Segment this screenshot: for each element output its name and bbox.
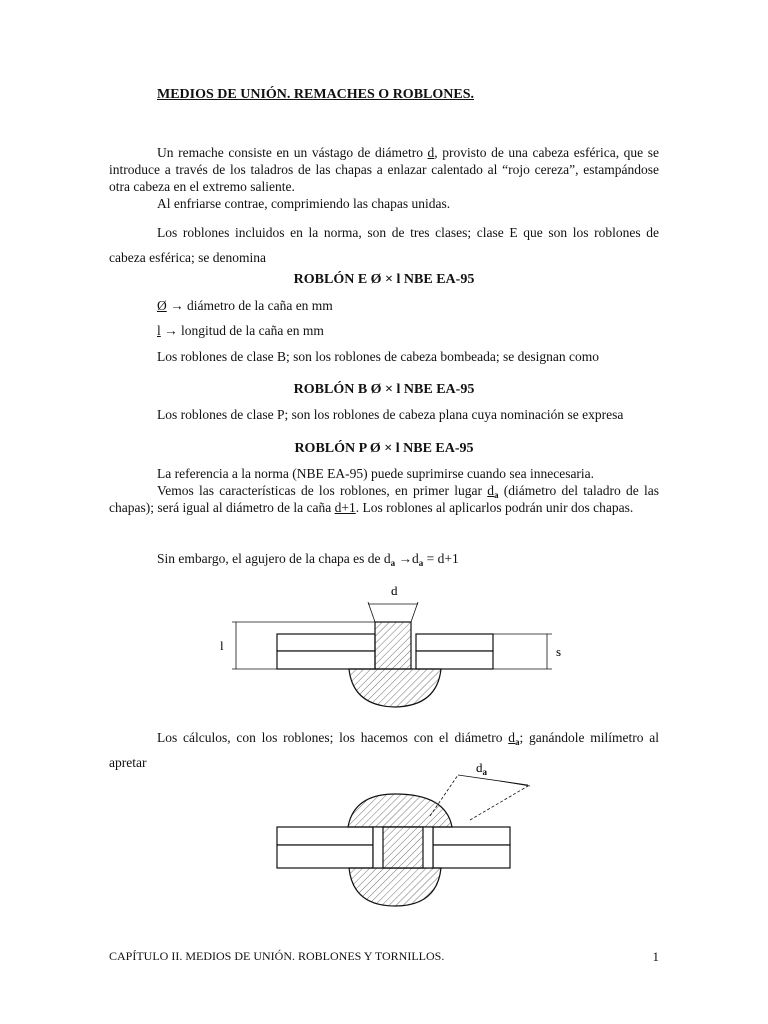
figure2-rivet-bottom-head [349,868,441,906]
page-footer [109,948,659,965]
formula-class-b: ROBLÓN B Ø × l NBE EA-95 [293,382,475,397]
diameter-symbol: d [427,145,435,160]
paragraph-classes: Los roblones incluidos en la norma, son de tres clases; clase E que son los roblones de cabeza esférica; se denomina [109,225,659,265]
paragraph-cooling: Al enfriarse contrae, comprimiendo las chapas unidas. [157,196,451,211]
paragraph-calculations [109,725,659,775]
text-run: →d [395,551,419,566]
symbol-subscript: a [494,490,499,500]
diameter-symbol: Ø [157,298,167,313]
text-run: Sin embargo, el agujero de la chapa es de d [157,551,391,566]
figure1-rivet-head [349,669,441,707]
figure1-label-d: d [391,583,398,598]
text-run: , provisto de una cabeza esférica, que se introduce a través de los taladros de las chapas a enlazar calentado al “rojo cereza”, estampándose otra cabeza en el extremo saliente. [109,145,659,194]
figure1-dimension-d [368,602,418,622]
label-subscript: a [482,767,487,777]
text-run: → diámetro de la caña en mm [166,298,333,313]
hole-diameter-symbol [508,730,519,745]
text-run: Un remache consiste en un vástago de diámetro [157,145,428,160]
figure1-label-l: l [220,638,224,653]
symbol-subscript: a [514,737,520,747]
figure2-rivet-shank [383,827,423,868]
subscript: a [418,558,424,568]
footer-chapter-title: CAPÍTULO II. MEDIOS DE UNIÓN. ROBLONES Y TORNILLOS. [109,949,445,963]
formula-class-p: ROBLÓN P Ø × l NBE EA-95 [294,441,474,456]
formula-class-e: ROBLÓN E Ø × l NBE EA-95 [293,272,475,287]
paragraph-norm-reference: La referencia a la norma (NBE EA-95) puede suprimirse cuando sea innecesaria. [157,466,595,481]
label-base: d [476,760,483,775]
length-symbol: l [157,323,161,338]
text-run: = d+1 [423,551,459,566]
paragraph-class-b: Los roblones de clase B; son los roblones de cabeza bombeada; se designan como [157,349,599,364]
symbol-base: d [508,730,515,745]
figure1-dimension-s [493,634,552,669]
page-number: 1 [652,949,659,964]
text-run: Los cálculos, con los roblones; los hacemos con el diámetro [157,730,509,745]
figure1-rivet-shank [375,622,411,669]
text-run: (diámetro del taladro de las chapas); será igual al diámetro de la caña [109,483,659,515]
text-run: . Los roblones al aplicarlos podrán unir dos chapas. [355,500,634,515]
figure1-label-s: s [556,644,562,659]
page-title: MEDIOS DE UNIÓN. REMACHES O ROBLONES. [157,87,474,102]
symbol-base: d [487,483,495,498]
text-run: ; ganándole milímetro al apretar [109,730,660,770]
text-run: → longitud de la caña en mm [160,323,324,338]
figure2-rivet-top-head [348,794,452,827]
text-run: Vemos las características de los roblones, en primer lugar [157,483,488,498]
shank-diameter-expression: d+1 [334,500,356,515]
paragraph-class-p: Los roblones de clase P; son los roblones de cabeza plana cuya nominación se expresa [157,407,624,422]
subscript: a [390,558,396,568]
